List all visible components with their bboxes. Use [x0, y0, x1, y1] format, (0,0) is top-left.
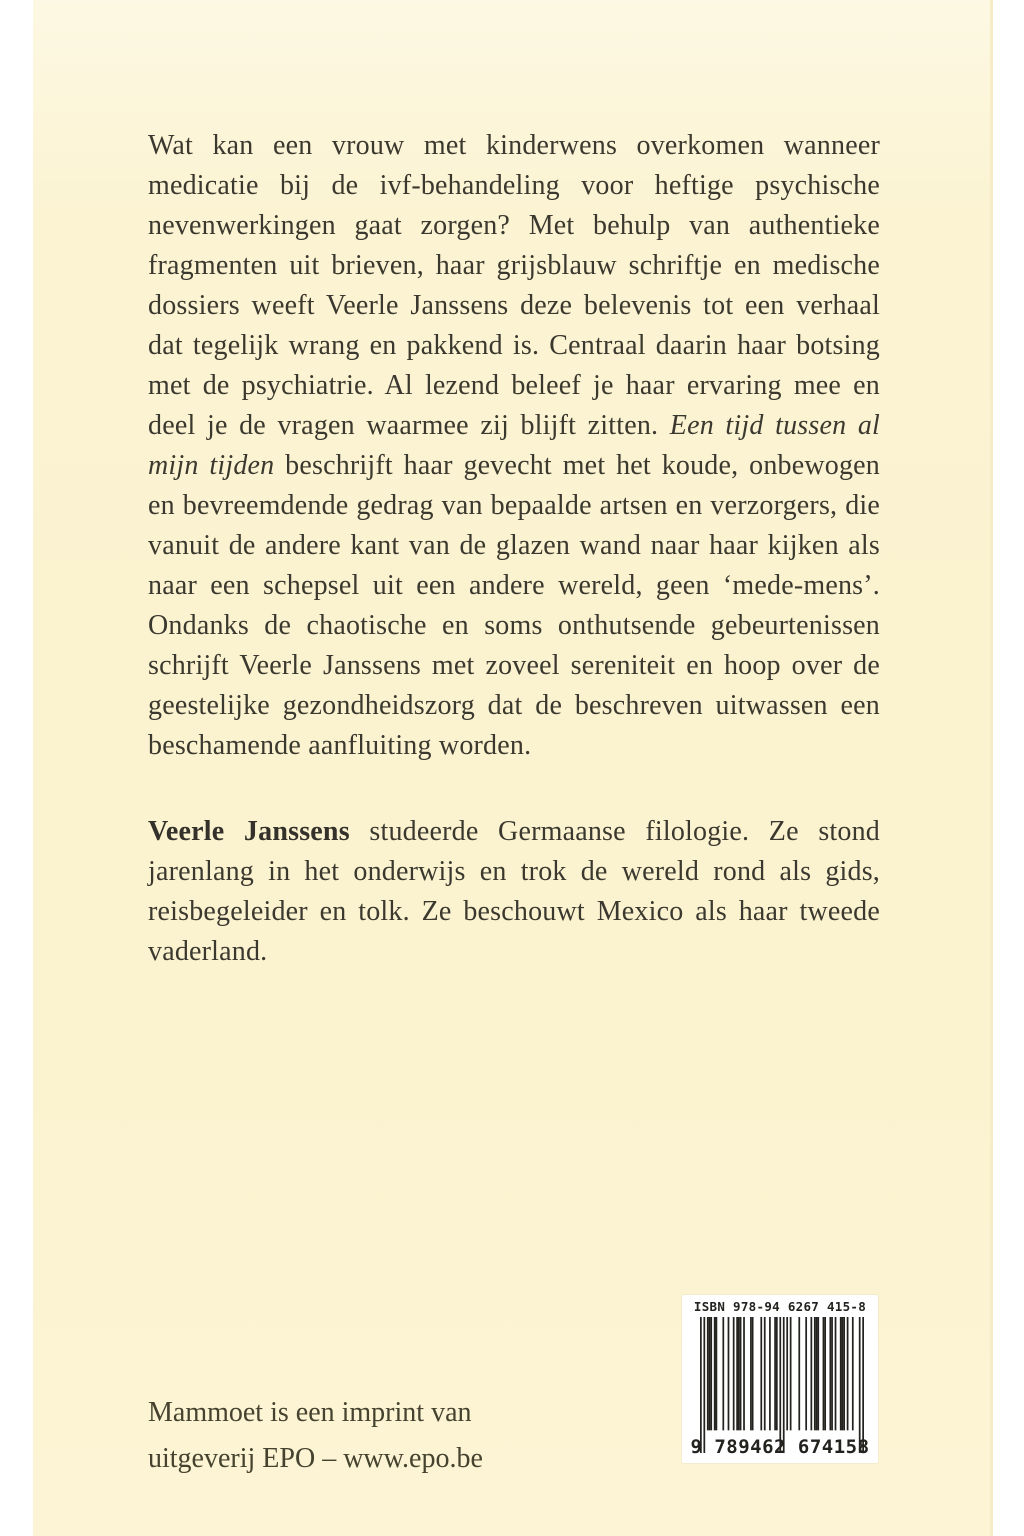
- author-bio-text: studeerde Germaanse filologie. Ze stond jarenlang in het onderwijs en trok de wereld rond als gids, reisbegeleider en tolk. Ze beschouwt Mexico als haar tweede vaderland.: [148, 816, 881, 967]
- synopsis-text-1: Wat kan een vrouw met kinderwens overkomen wanneer medicatie bij de ivf-behandeling voor heftige psychische nevenwerkingen gaat zorgen? Met behulp van authentieke fragmenten uit brieven, haar grijsblauw schriftje en medische dossiers weeft Veerle Janssens deze belevenis tot een verhaal dat tegelijk wrang en pakkend is. Centraal daarin haar botsing met de psychiatrie. Al lezend beleef je haar ervaring mee en deel je de vragen waarmee zij blijft zitten.: [148, 130, 880, 441]
- barcode-bars: [700, 1317, 864, 1453]
- barcode-block: [682, 1295, 878, 1463]
- book-back-cover: [33, 0, 993, 1536]
- imprint-line1: Mammoet is een imprint van: [148, 1397, 472, 1428]
- author-bio-paragraph: [148, 812, 880, 972]
- imprint-block: [148, 1390, 648, 1482]
- synopsis-paragraph: [148, 126, 880, 766]
- book-title: Een tijd tussen al mijn tijden: [148, 410, 881, 481]
- synopsis-text-2: beschrijft haar gevecht met het koude, onbewogen en bevreemdende gedrag van bepaalde artsen en verzorgers, die vanuit de andere kant van de glazen wand naar haar kijken als naar een schepsel uit een andere wereld, geen ‘mede-mens’. Ondanks de chaotische en soms onthutsende gebeurtenissen schrijft Veerle Janssens met zoveel sereniteit en hoop over de geestelijke gezondheidszorg dat de beschreven uitwassen een beschamende aanfluiting worden.: [148, 450, 880, 761]
- barcode-digits: 9 789462 674158: [690, 1436, 870, 1458]
- imprint-line2: uitgeverij EPO – www.epo.be: [148, 1443, 483, 1474]
- author-name: Veerle Janssens: [148, 816, 350, 847]
- isbn-label: ISBN 978-94 6267 415-8: [693, 1299, 867, 1314]
